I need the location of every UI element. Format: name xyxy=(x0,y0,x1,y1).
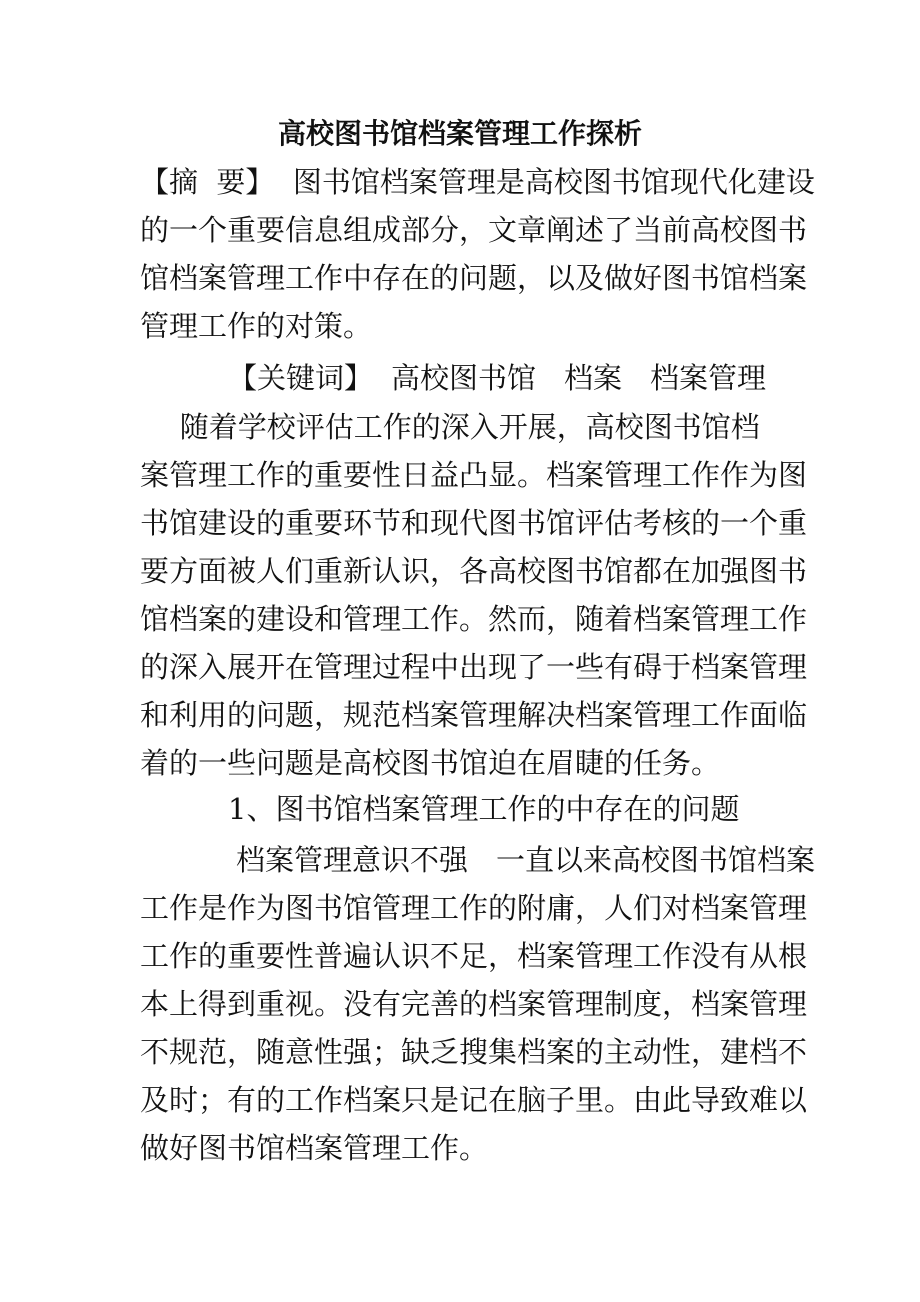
section1-line: 做好图书馆档案管理工作。 xyxy=(140,1131,489,1165)
keyword-item: 高校图书馆 xyxy=(391,361,537,395)
section1-line: 本上得到重视。没有完善的档案管理制度，档案管理 xyxy=(140,987,808,1021)
intro-line: 和利用的问题，规范档案管理解决档案管理工作面临 xyxy=(140,698,808,732)
intro-line: 着的一些问题是高校图书馆迫在眉睫的任务。 xyxy=(140,746,721,780)
abstract-line: 【摘 要】 图书馆档案管理是高校图书馆现代化建设 xyxy=(140,165,815,199)
keywords-label: 【关键词】 xyxy=(228,361,374,395)
keywords-line xyxy=(228,354,766,402)
abstract-line: 馆档案管理工作中存在的问题，以及做好图书馆档案 xyxy=(140,261,808,295)
section1-line: 工作的重要性普遍认识不足，档案管理工作没有从根 xyxy=(140,939,808,973)
abstract-line: 管理工作的对策。 xyxy=(140,309,373,343)
section1-first-line xyxy=(140,836,816,884)
intro-line: 案管理工作的重要性日益凸显。档案管理工作作为图 xyxy=(140,458,808,492)
intro-line: 馆档案的建设和管理工作。然而，随着档案管理工作 xyxy=(140,602,808,636)
abstract-line: 的一个重要信息组成部分，文章阐述了当前高校图书 xyxy=(140,213,808,247)
intro-line: 随着学校评估工作的深入开展，高校图书馆档 xyxy=(106,410,760,444)
section1-subheading: 档案管理意识不强 xyxy=(236,843,469,877)
keyword-item: 档案管理 xyxy=(650,361,767,395)
intro-line: 的深入展开在管理过程中出现了一些有碍于档案管理 xyxy=(140,650,808,684)
section1-paragraph xyxy=(140,836,816,1172)
section1-line: 不规范，随意性强；缺乏搜集档案的主动性，建档不 xyxy=(140,1035,808,1069)
document-title: 高校图书馆档案管理工作探析 xyxy=(277,117,642,150)
intro-line: 要方面被人们重新认识，各高校图书馆都在加强图书 xyxy=(140,554,808,588)
intro-line: 书馆建设的重要环节和现代图书馆评估考核的一个重 xyxy=(140,506,808,540)
section1-line: 及时；有的工作档案只是记在脑子里。由此导致难以 xyxy=(140,1083,808,1117)
intro-paragraph xyxy=(106,403,808,787)
section1-line: 工作是作为图书馆管理工作的附庸，人们对档案管理 xyxy=(140,891,808,925)
section1-first-line-text: 一直以来高校图书馆档案 xyxy=(496,843,816,877)
keyword-item: 档案 xyxy=(564,361,623,395)
abstract-paragraph xyxy=(140,158,815,350)
section-heading: 1、图书馆档案管理工作的中存在的问题 xyxy=(228,792,740,826)
